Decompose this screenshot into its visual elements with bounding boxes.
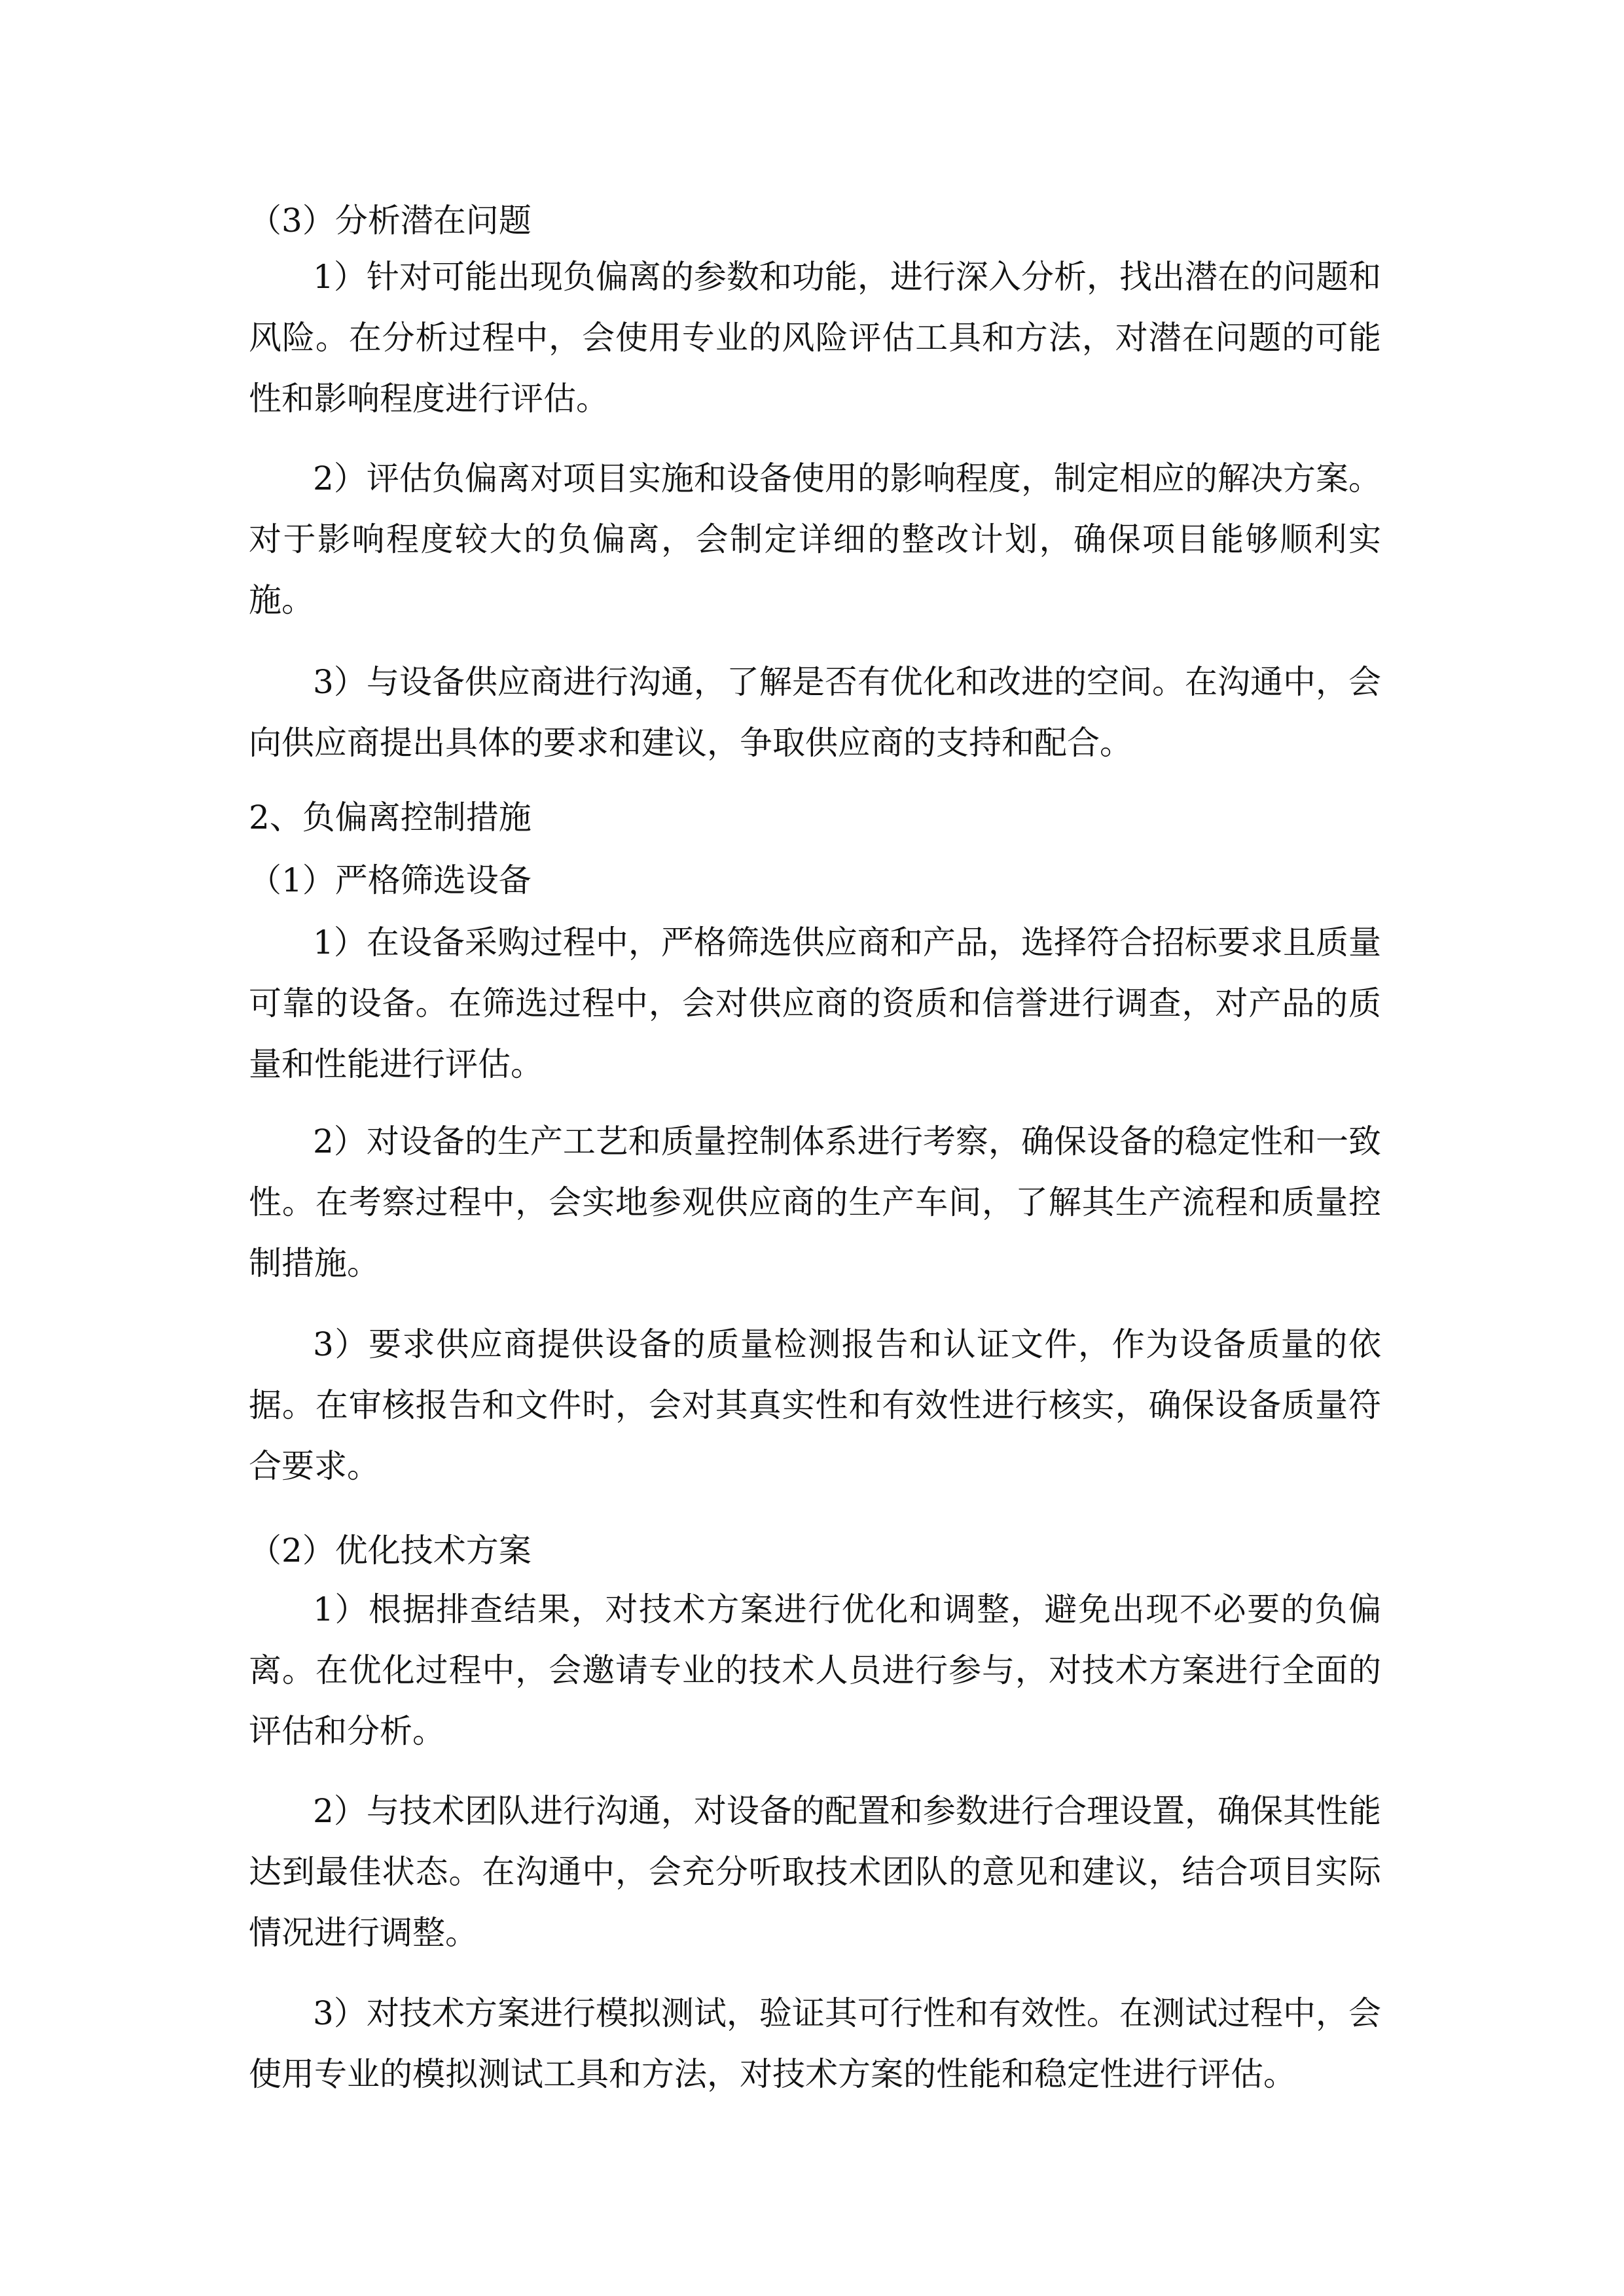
text-line: 3）对技术方案进行模拟测试，验证其可行性和有效性。在测试过程中，会 — [313, 1994, 1381, 2032]
text-line: 离。在优化过程中，会邀请专业的技术人员进行参与，对技术方案进行全面的 — [249, 1651, 1381, 1689]
paragraph — [249, 247, 1381, 429]
text-line: 1）根据排查结果，对技术方案进行优化和调整，避免出现不必要的负偏 — [313, 1590, 1381, 1628]
text-line: 性和影响程度进行评估。 — [249, 380, 609, 418]
section-heading — [249, 190, 1381, 251]
text-line: 评估和分析。 — [249, 1712, 445, 1750]
text-line: 3）与设备供应商进行沟通，了解是否有优化和改进的空间。在沟通中，会 — [313, 663, 1381, 701]
paragraph — [249, 1983, 1381, 2105]
text-line: 2、负偏离控制措施 — [249, 798, 532, 836]
paragraph — [249, 1314, 1381, 1497]
text-line: 风险。在分析过程中，会使用专业的风险评估工具和方法，对潜在问题的可能 — [249, 319, 1381, 357]
text-line: 使用专业的模拟测试工具和方法，对技术方案的性能和稳定性进行评估。 — [249, 2055, 1296, 2093]
text-line: 2）评估负偏离对项目实施和设备使用的影响程度，制定相应的解决方案。 — [313, 459, 1381, 497]
section-heading — [249, 1520, 1381, 1581]
paragraph — [249, 1579, 1381, 1762]
paragraph — [249, 1111, 1381, 1294]
text-line: （1）严格筛选设备 — [249, 861, 532, 899]
text-line: 施。 — [249, 581, 314, 619]
text-line: 2）对设备的生产工艺和质量控制体系进行考察，确保设备的稳定性和一致 — [313, 1122, 1381, 1160]
paragraph — [249, 1781, 1381, 1964]
text-line: 3）要求供应商提供设备的质量检测报告和认证文件，作为设备质量的依 — [313, 1325, 1381, 1363]
text-line: 1）针对可能出现负偏离的参数和功能，进行深入分析，找出潜在的问题和 — [313, 258, 1381, 296]
text-line: 达到最佳状态。在沟通中，会充分听取技术团队的意见和建议，结合项目实际 — [249, 1853, 1381, 1891]
paragraph — [249, 448, 1381, 631]
section-heading — [249, 787, 1381, 848]
paragraph — [249, 652, 1381, 774]
text-line: 制措施。 — [249, 1244, 380, 1282]
text-line: 1）在设备采购过程中，严格筛选供应商和产品，选择符合招标要求且质量 — [313, 924, 1381, 961]
text-line: 性。在考察过程中，会实地参观供应商的生产车间，了解其生产流程和质量控 — [249, 1183, 1381, 1221]
text-line: 可靠的设备。在筛选过程中，会对供应商的资质和信誉进行调查，对产品的质 — [249, 984, 1381, 1022]
text-line: 情况进行调整。 — [249, 1914, 478, 1952]
text-line: 合要求。 — [249, 1447, 380, 1485]
paragraph — [249, 912, 1381, 1095]
text-line: （3）分析潜在问题 — [249, 202, 532, 240]
text-line: 向供应商提出具体的要求和建议，争取供应商的支持和配合。 — [249, 724, 1132, 762]
text-line: 对于影响程度较大的负偏离，会制定详细的整改计划，确保项目能够顺利实 — [249, 520, 1381, 558]
text-line: 量和性能进行评估。 — [249, 1045, 543, 1083]
text-line: （2）优化技术方案 — [249, 1532, 532, 1570]
text-line: 据。在审核报告和文件时，会对其真实性和有效性进行核实，确保设备质量符 — [249, 1386, 1381, 1424]
text-line: 2）与技术团队进行沟通，对设备的配置和参数进行合理设置，确保其性能 — [313, 1792, 1381, 1830]
section-heading — [249, 850, 1381, 911]
